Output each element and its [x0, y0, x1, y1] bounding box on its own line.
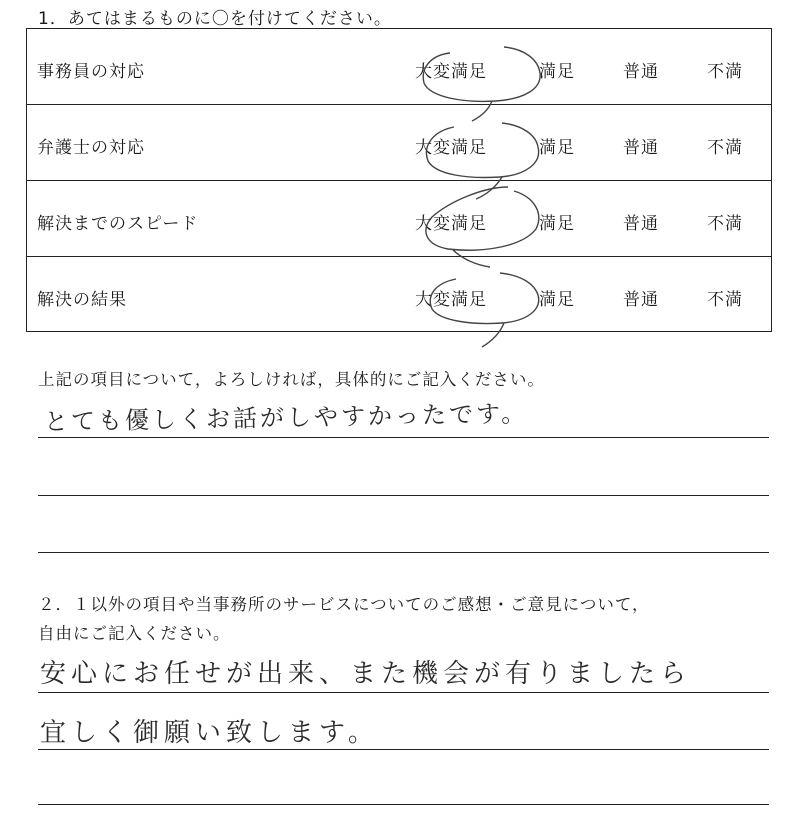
option-dissatisfied[interactable]: 不満 — [707, 62, 743, 82]
row-label: 事務員の対応 — [37, 62, 145, 82]
option-dissatisfied[interactable]: 不満 — [707, 214, 743, 234]
option-satisfied[interactable]: 満足 — [539, 138, 575, 158]
answer-line[interactable] — [38, 804, 769, 805]
option-very-satisfied[interactable]: 大変満足 — [415, 62, 487, 82]
option-very-satisfied[interactable]: 大変満足 — [415, 138, 487, 158]
handwritten-answer-2-line-2: 宜しく御願い致します。 — [40, 718, 379, 748]
option-dissatisfied[interactable]: 不満 — [707, 290, 743, 310]
option-satisfied[interactable]: 満足 — [539, 62, 575, 82]
row-label: 解決の結果 — [37, 290, 127, 310]
row-label: 解決までのスピード — [37, 214, 199, 234]
question-1-heading: 1．あてはまるものに〇を付けてください。 — [38, 9, 392, 29]
question-2-prompt-line-2: 自由にご記入ください。 — [38, 624, 231, 643]
row-label: 弁護士の対応 — [37, 138, 145, 158]
option-satisfied[interactable]: 満足 — [539, 290, 575, 310]
table-row — [27, 181, 771, 257]
option-very-satisfied[interactable]: 大変満足 — [415, 290, 487, 310]
table-row — [27, 105, 771, 181]
option-dissatisfied[interactable]: 不満 — [707, 138, 743, 158]
satisfaction-table — [26, 28, 772, 332]
option-neutral[interactable]: 普通 — [623, 138, 659, 158]
option-neutral[interactable]: 普通 — [623, 214, 659, 234]
option-neutral[interactable]: 普通 — [623, 290, 659, 310]
answer-line[interactable] — [38, 552, 769, 553]
option-neutral[interactable]: 普通 — [623, 62, 659, 82]
question-1-followup-prompt: 上記の項目について，よろしければ，具体的にご記入ください。 — [38, 370, 545, 389]
handwritten-answer-1: とても優しくお話がしやすかったです。 — [43, 399, 529, 436]
option-satisfied[interactable]: 満足 — [539, 214, 575, 234]
table-row — [27, 29, 771, 105]
handwritten-answer-2-line-1: 安心にお任せが出来、また機会が有りましたら — [40, 659, 692, 689]
answer-line[interactable] — [38, 437, 769, 438]
answer-line[interactable] — [38, 692, 769, 693]
option-very-satisfied[interactable]: 大変満足 — [415, 214, 487, 234]
question-2-prompt-line-1: ２．１以外の項目や当事務所のサービスについてのご感想・ご意見について， — [38, 595, 650, 614]
table-row — [27, 257, 771, 333]
answer-line[interactable] — [38, 495, 769, 496]
answer-line[interactable] — [38, 749, 769, 750]
